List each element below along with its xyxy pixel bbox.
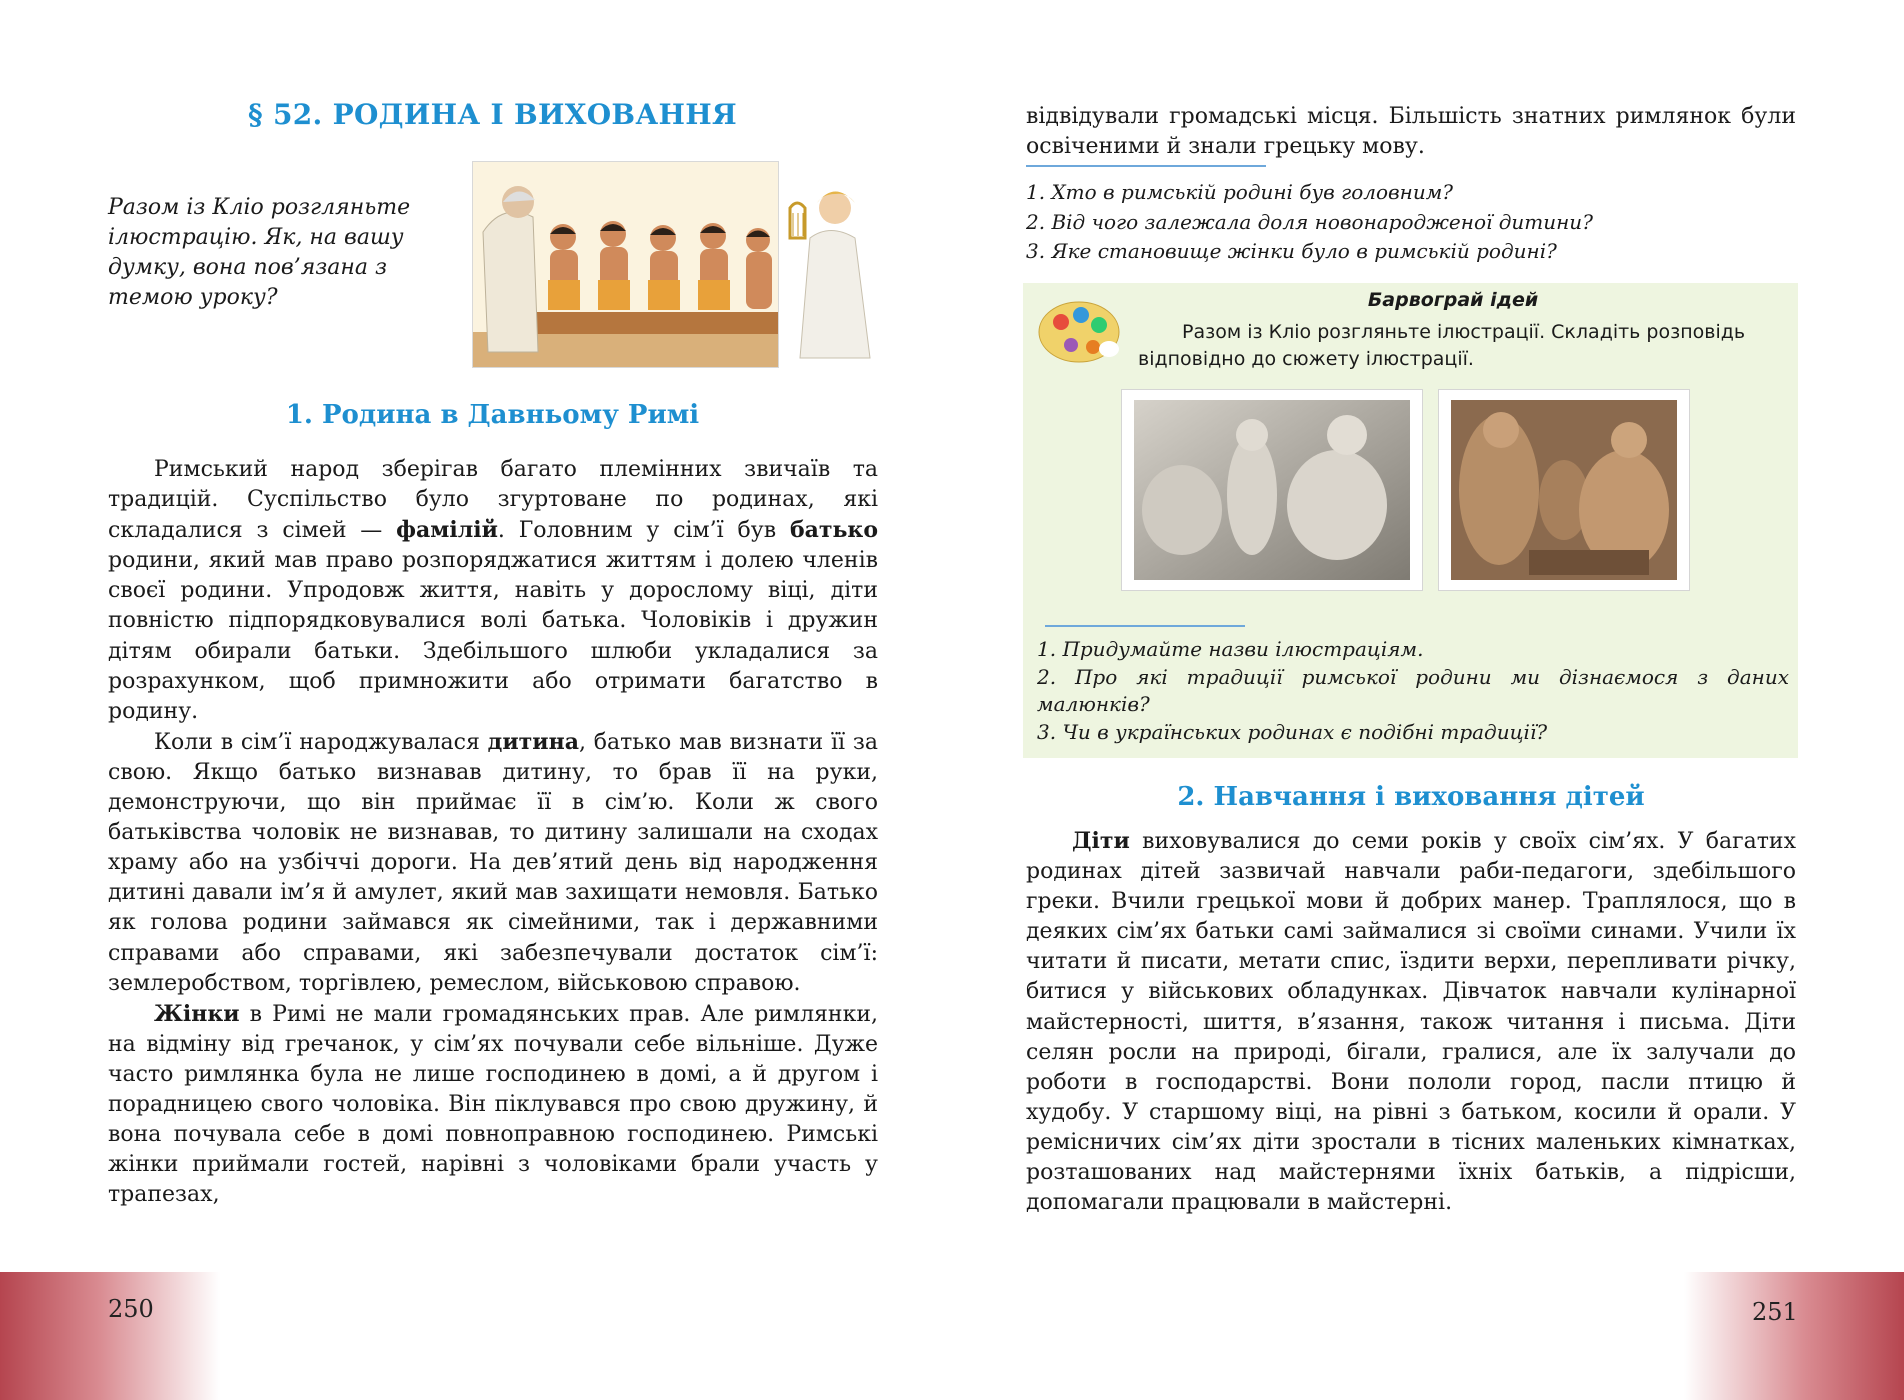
question-item: 1. Хто в римській родині був головним? — [1026, 180, 1454, 204]
palette-logo-icon — [1031, 287, 1131, 369]
box-question-item: 1. Придумайте назви ілюстраціям. — [1037, 637, 1424, 661]
footer-band-left — [0, 1272, 220, 1400]
relief-photo-1 — [1121, 389, 1423, 591]
divider — [1026, 165, 1266, 167]
continued-text: відвідували громадські місця. Більшість знатних римлянок були освіченими й знали грецьку мову. — [1026, 104, 1796, 160]
box-question-item: 2. Про які традиції римської родини ми дізнаємося з даних малюнків? — [1037, 664, 1789, 716]
paragraph-child: Коли в сім’ї народжувалася дитина, батько мав визнати її за свою. Якщо батько визнавав дитину, то брав її на руки, демонструючи, що він приймає її в сім’ю. Коли ж свого батьківства чоловік не визнавав, то дитину залишали на сходах храму або на узбіччі дороги. На дев’ятий день від народження дитині давали ім’я й амулет, який мав захищати немовля. Батько як голова родини займався як сімейними, так і державними справами або справами, які забезпечували достаток сім’ї: землеробством, торгівлею, ремеслом, військовою справою. — [108, 728, 878, 996]
question-item: 3. Яке становище жінки було в римській родині? — [1026, 239, 1557, 263]
section-2-title: 2. Навчання і виховання дітей — [1177, 782, 1645, 812]
ideas-box — [1023, 283, 1798, 758]
section-2-text — [1026, 826, 1796, 1218]
relief-photo-2 — [1438, 389, 1690, 591]
page-number-left: 250 — [108, 1295, 154, 1323]
box-divider — [1045, 625, 1245, 627]
clio-figure — [785, 168, 880, 363]
lesson-title: § 52. РОДИНА І ВИХОВАННЯ — [247, 98, 737, 131]
intro-prompt: Разом із Кліо розгляньте ілюстрацію. Як, на вашу думку, вона пов’язана з темою уроку? — [108, 195, 411, 310]
box-questions — [1037, 636, 1789, 746]
footer-band-right — [1684, 1272, 1904, 1400]
box-title: Барвограй ідей — [1367, 289, 1539, 311]
section-1-text — [108, 455, 878, 1210]
page-number-right: 251 — [1752, 1298, 1798, 1326]
roman-school-illustration — [472, 161, 779, 368]
paragraph-education: Діти виховувалися до семи років у своїх сім’ях. У багатих родинах дітей зазвичай навчали раби-педагоги, здебільшого греки. Вчили грецької мови й добрих манер. Траплялося, що в деяких сім’ях батьки самі займалися зі своїми синами. Учили їх читати й писати, метати спис, їздити верхи, перепливати річку, битися у військових обладунках. Дівчаток навчали кулінарної майстерності, шиття, в’язання, також читання і письма. Діти селян росли на природі, бігали, гралися, але їх залучали до роботи в господарстві. Вони пололи город, пасли птицю й худобу. У старшому віці, на рівні з батьком, косили й орали. У ремісничих сім’ях діти зростали в тісних маленьких кімнатках, розташованих над майстернями їхніх батьків, а підрісши, допомагали працювали в майстерні. — [1026, 828, 1796, 1216]
paragraph-women: Жінки в Римі не мали громадянських прав. Але римлянки, на відміну від гречанок, у сім’ях почували себе вільніше. Дуже часто римлянка була не лише господинею в домі, а й другом і порадницею свого чоловіка. Він піклувався про свою дружину, й вона почувала себе в домі повноправною господинею. Римські жінки приймали гостей, нарівні з чоловіками брали участь у трапезах, — [108, 1000, 878, 1208]
question-item: 2. Від чого залежала доля новонародженої дитини? — [1026, 209, 1593, 234]
paragraph-family: Римський народ зберігав багато племінних звичаїв та традицій. Суспільство було згуртоване по родинах, які складалися з сімей — фамілій. Головним у сім’ї був батько родини, який мав право розпоряджатися життям і долею членів своєї родини. Упродовж життя, навіть у дорослому віці, діти повністю підпорядковувалися волі батька. Чоловіків і дружин дітям обирали батьки. Здебільшого шлюби укладалися за розрахунком, щоб примножити або отримати багатство в родину. — [108, 457, 878, 724]
section-1-title: 1. Родина в Давньому Римі — [285, 400, 700, 430]
review-questions — [1026, 178, 1796, 267]
box-instructions: Разом із Кліо розгляньте ілюстрації. Складіть розповідь відповідно до сюжету ілюстрації. — [1138, 321, 1746, 370]
box-question-item: 3. Чи в українських родинах є подібні традиції? — [1037, 719, 1548, 744]
